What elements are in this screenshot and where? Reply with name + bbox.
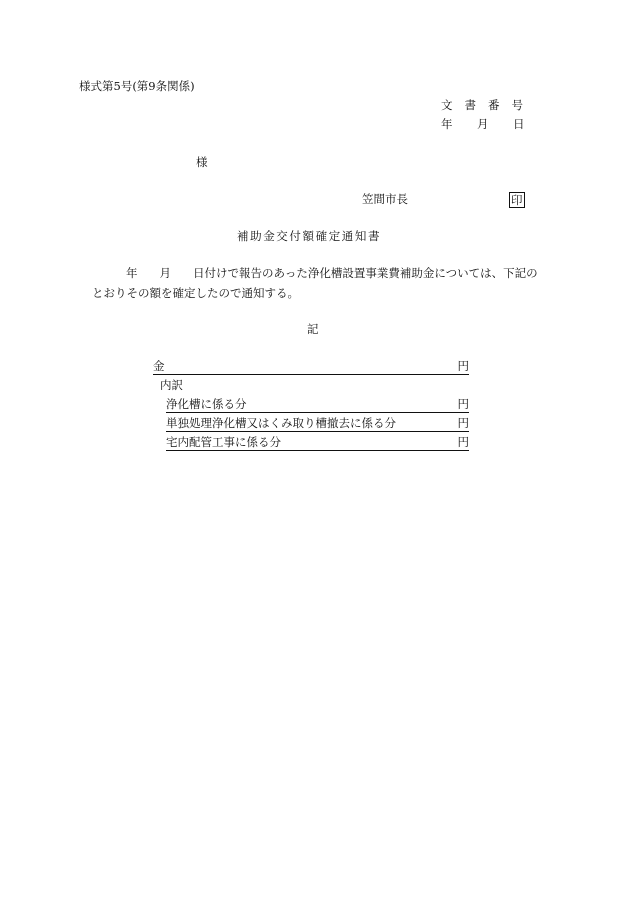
breakdown-item-label: 単独処理浄化槽又はくみ取り槽撤去に係る分 [166,416,396,431]
amount-total-label: 金 [153,359,165,374]
yen-unit: 円 [457,359,469,374]
breakdown-item-label: 浄化槽に係る分 [166,397,247,412]
document-number-label [441,99,523,113]
form-number: 様式第5号(第9条関係) [79,79,195,93]
breakdown-row [166,397,469,413]
body-text-line-2: とおりその額を確定したので通知する。 [92,286,299,300]
document-title: 補助金交付額確定通知書 [237,229,382,243]
yen-unit: 円 [457,397,469,412]
doc-number-char: 番 [488,98,500,112]
body-text-line-1 [126,267,538,281]
body-text: 日付けで報告のあった浄化槽設置事業費補助金については、下記の [193,266,538,280]
breakdown-row [166,416,469,432]
doc-number-char: 書 [464,98,476,112]
date-day-label: 日 [513,117,525,131]
doc-number-char: 文 [441,98,453,112]
seal-mark: 印 [511,193,523,207]
addressee-honorific: 様 [196,155,208,169]
body-month-label: 月 [159,266,171,280]
ki-heading: 記 [307,322,319,336]
date-month-label: 月 [477,117,489,131]
breakdown-label: 内訳 [160,378,183,392]
doc-number-char: 号 [511,98,523,112]
breakdown-row [166,435,469,451]
yen-unit: 円 [457,435,469,450]
yen-unit: 円 [457,416,469,431]
body-year-label: 年 [126,266,138,280]
issuer-name: 笠間市長 [362,192,408,206]
date-year-label: 年 [441,117,453,131]
breakdown-item-label: 宅内配管工事に係る分 [166,435,281,450]
amount-total-row [153,359,469,375]
